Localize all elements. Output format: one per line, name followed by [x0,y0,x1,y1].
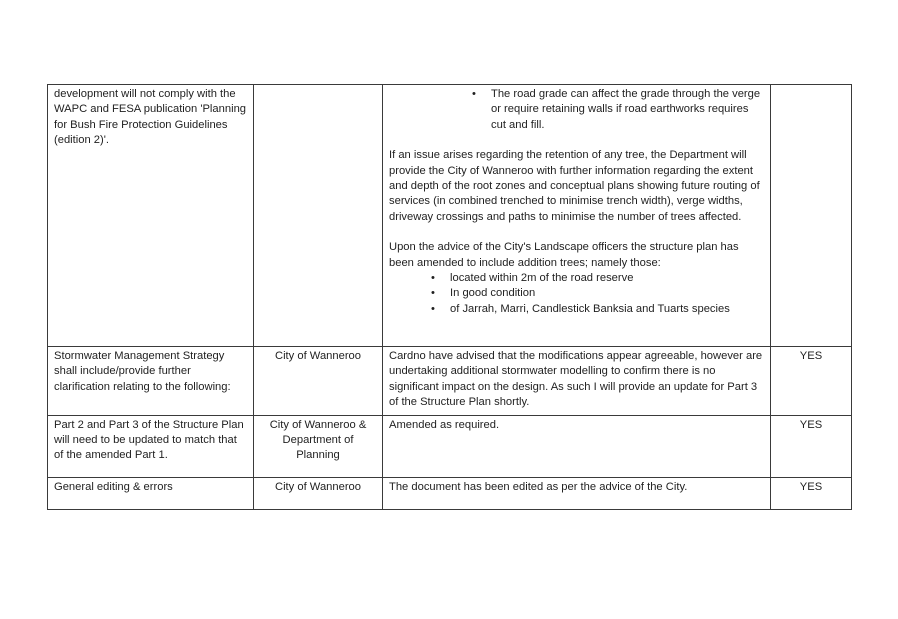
response-cell [383,85,771,347]
comment-cell: Stormwater Management Strategy shall include/provide further clarification relating to the following: [48,347,254,416]
agency-cell: City of Wanneroo & Department of Planning [254,415,383,477]
bullet-text: The road grade can affect the grade through the verge or require retaining walls if road earthworks requires cut and fill. [491,88,761,131]
bullet-text: In good condition [450,287,536,300]
table-row [48,347,852,416]
status-cell: YES [771,477,852,509]
tree-criteria-bullet-list [431,271,764,317]
bullet-icon: • [431,287,435,300]
bullet-text: of Jarrah, Marri, Candlestick Banksia and Tuarts species [450,302,730,315]
list-item [431,302,764,317]
response-cell: Amended as required. [383,415,771,477]
status-cell: YES [771,415,852,477]
comment-cell: Part 2 and Part 3 of the Structure Plan will need to be updated to match that of the amended Part 1. [48,415,254,477]
bullet-icon: • [431,302,435,315]
road-grade-bullet-list [472,87,764,133]
status-cell [771,85,852,347]
agency-cell: City of Wanneroo [254,477,383,509]
bullet-icon: • [431,272,435,285]
table-row [48,85,852,347]
bullet-icon: • [472,88,476,100]
response-cell: Cardno have advised that the modifications appear agreeable, however are undertaking additional stormwater modelling to confirm there is no significant impact on the design. As such I will provide an update for Part 3 of the Structure Plan shortly. [383,347,771,416]
agency-cell: City of Wanneroo [254,347,383,416]
tree-retention-paragraph: If an issue arises regarding the retention of any tree, the Department will provide the City of Wanneroo with further information regarding the extent and depth of the root zones and conceptual plans showing future routing of services (in combined trenched to minimise trench width), verge widths, driveway crossings and paths to minimise the number of trees affected. [389,149,760,223]
comment-cell: development will not comply with the WAPC and FESA publication 'Planning for Bush Fire Protection Guidelines (edition 2)'. [48,85,254,347]
table-row [48,477,852,509]
comments-response-table [47,84,852,510]
list-item [431,286,764,301]
table-row [48,415,852,477]
landscape-advice-paragraph: Upon the advice of the City's Landscape officers the structure plan has been amended to include addition trees; namely those: [389,241,739,269]
comment-cell: General editing & errors [48,477,254,509]
response-cell: The document has been edited as per the advice of the City. [383,477,771,509]
list-item [472,87,764,133]
list-item [431,271,764,286]
agency-cell [254,85,383,347]
bullet-text: located within 2m of the road reserve [450,272,634,285]
status-cell: YES [771,347,852,416]
